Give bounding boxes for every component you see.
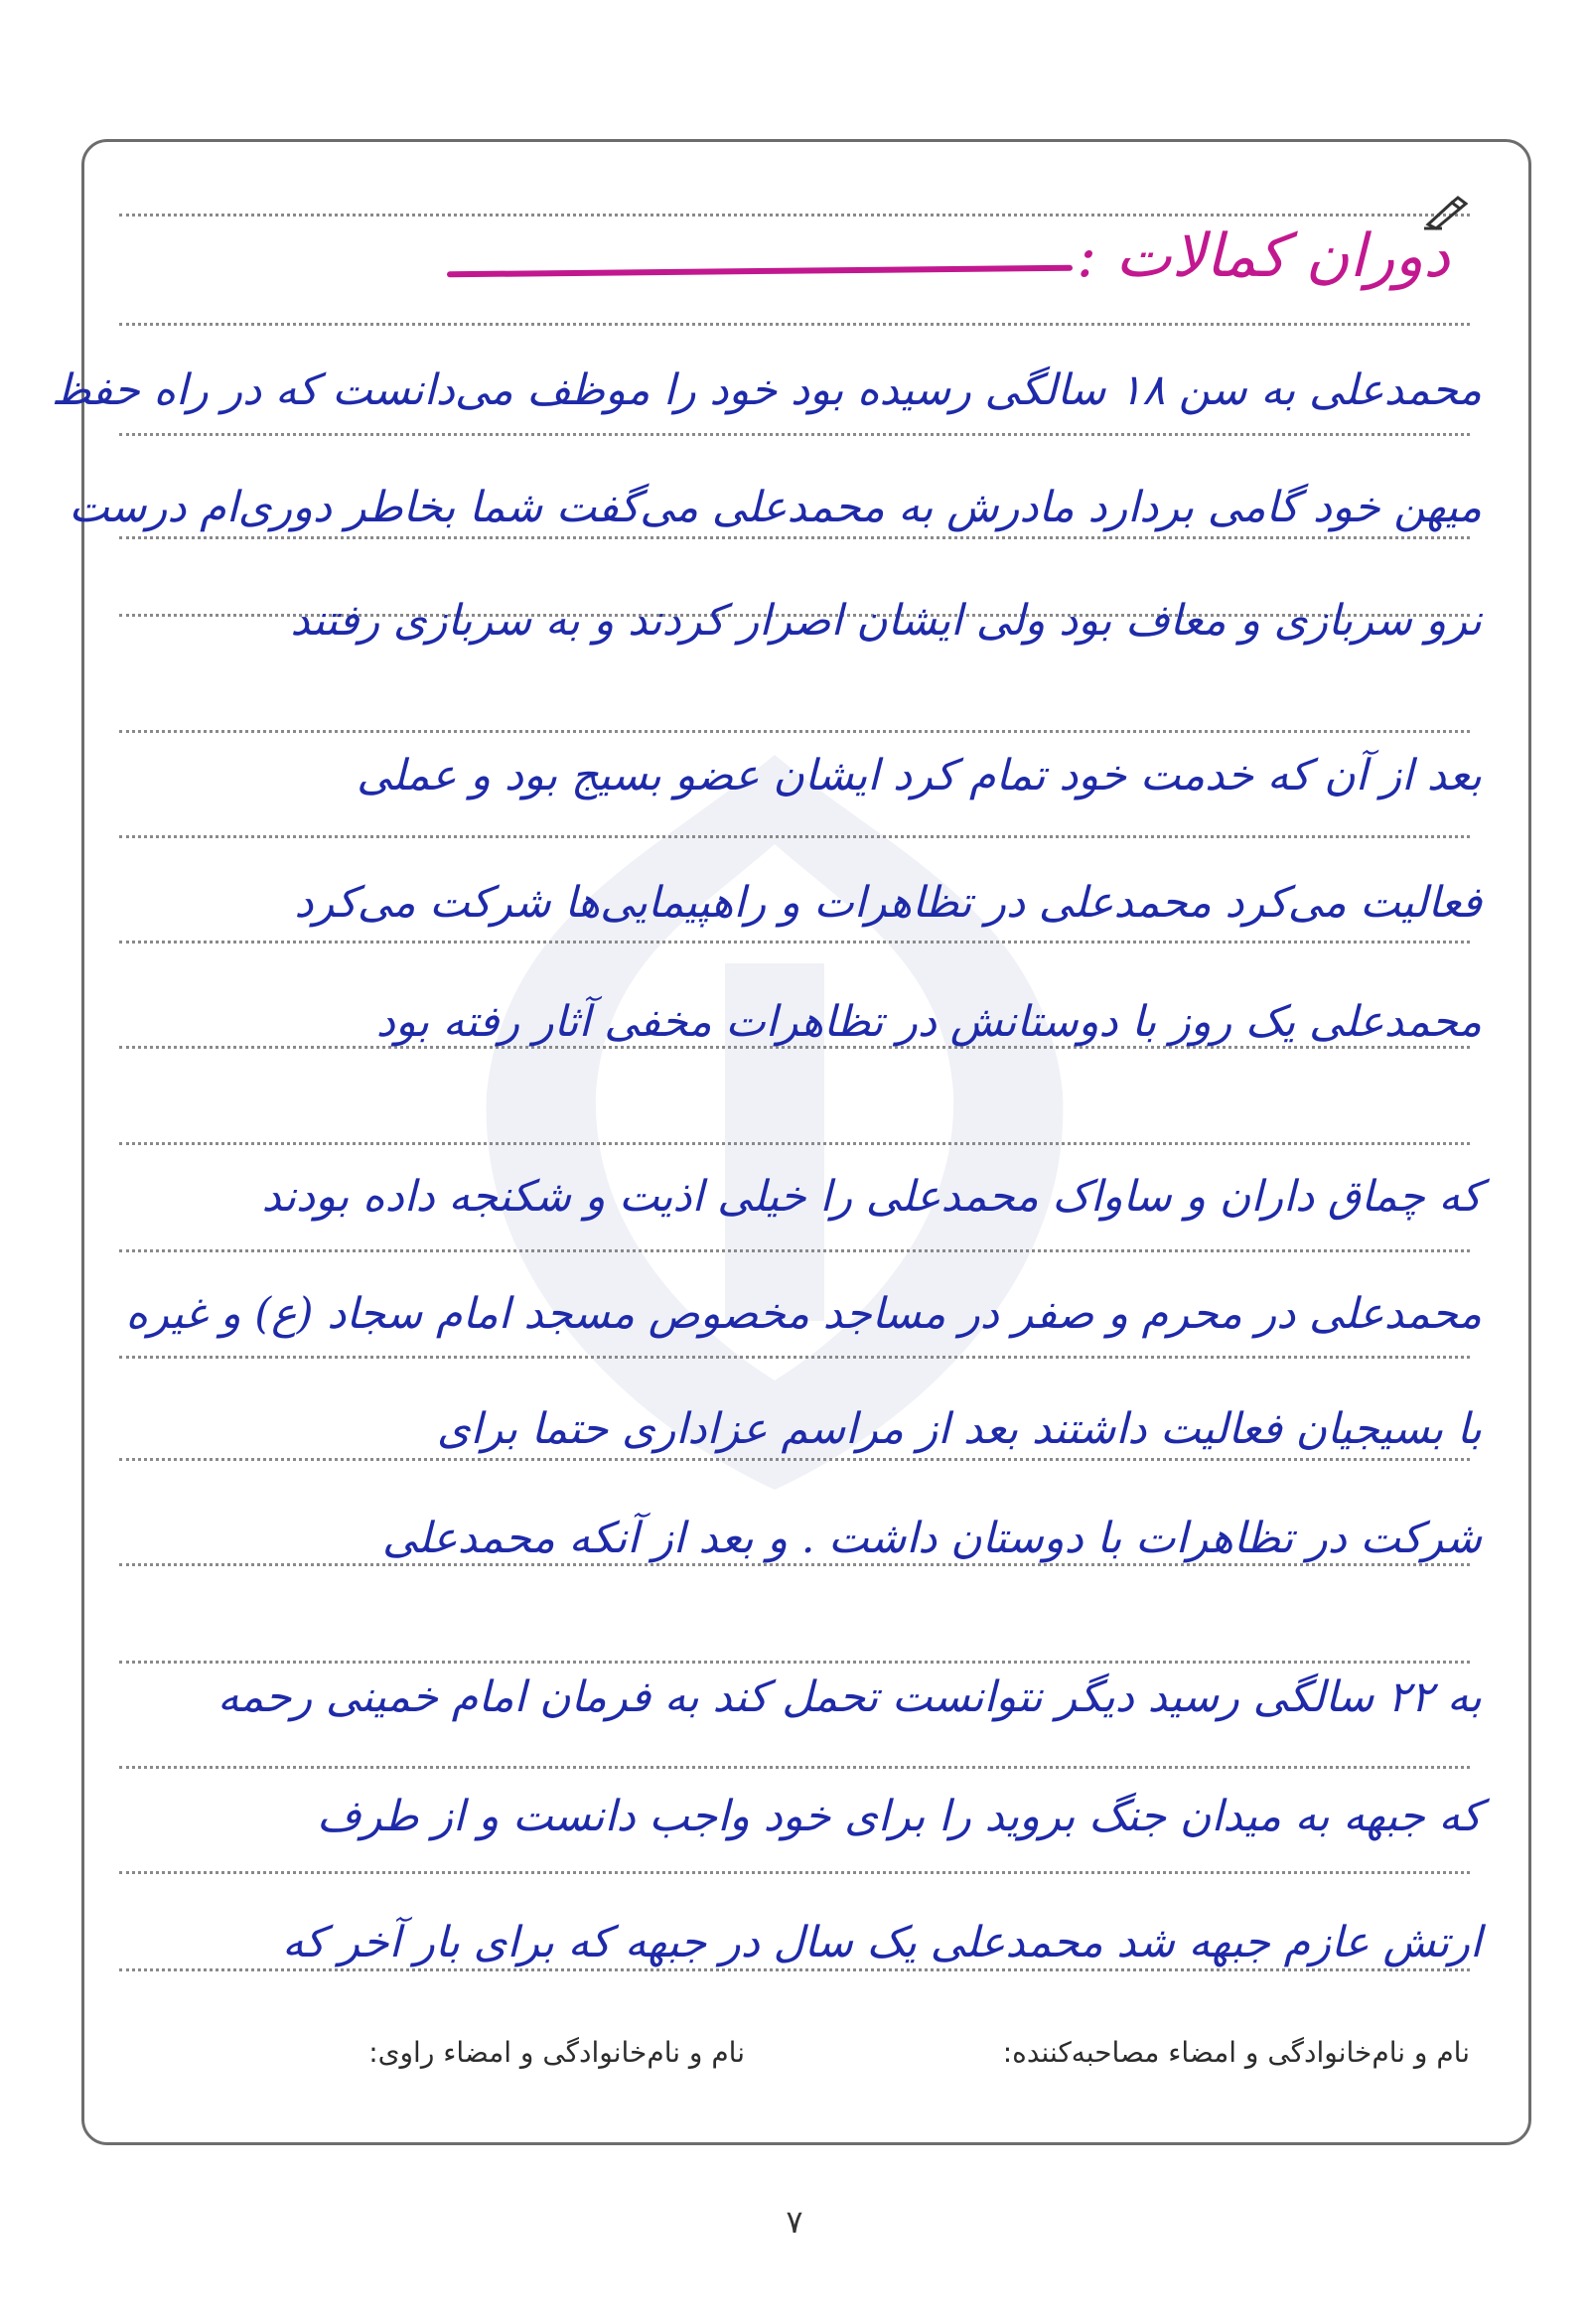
ruled-line: [119, 1661, 1470, 1664]
handwritten-line: نرو سربازی و معاف بود ولی ایشان اصرار کردند و به سربازی رفتند: [290, 596, 1482, 646]
ruled-line: [119, 433, 1470, 436]
ruled-line: [119, 1968, 1470, 1971]
handwritten-line: ارتش عازم جبهه شد محمدعلی یک سال در جبهه که برای بار آخر که: [282, 1918, 1482, 1967]
ruled-line: [119, 214, 1470, 217]
handwritten-line: که جبهه به میدان جنگ بروید را برای خود واجب دانست و از طرف: [317, 1792, 1482, 1841]
handwritten-line: فعالیت می‌کرد محمدعلی در تظاهرات و راهپیمایی‌ها شرکت می‌کرد: [294, 878, 1482, 928]
ruled-line: [119, 1871, 1470, 1874]
handwritten-line: شرکت در تظاهرات با دوستان داشت . و بعد از آنکه محمدعلی: [382, 1514, 1482, 1563]
ruled-line: [119, 835, 1470, 838]
page-number: ۷: [786, 2203, 803, 2241]
handwritten-line: که چماق داران و ساواک محمدعلی را خیلی اذیت و شکنجه داده بودند: [261, 1172, 1482, 1222]
ruled-line: [119, 1766, 1470, 1769]
ruled-line: [119, 1142, 1470, 1145]
ruled-line: [119, 1458, 1470, 1461]
handwritten-line: محمدعلی یک روز با دوستانش در تظاهرات مخفی آثار رفته بود: [375, 997, 1482, 1047]
ruled-line: [119, 730, 1470, 733]
handwritten-line: محمدعلی در محرم و صفر در مساجد مخصوص مسجد امام سجاد (ع) و غیره: [125, 1289, 1482, 1339]
ruled-line: [119, 1249, 1470, 1252]
ruled-line: [119, 536, 1470, 539]
interviewer-signature-label: نام و نام‌خانوادگی و امضاء مصاحبه‌کننده:: [1002, 2036, 1470, 2069]
handwritten-line: به ۲۲ سالگی رسید دیگر نتوانست تحمل کند به فرمان امام خمینی رحمه: [217, 1672, 1482, 1722]
handwritten-line: بعد از آن که خدمت خود تمام کرد ایشان عضو بسیج بود و عملی: [357, 751, 1482, 800]
ruled-line: [119, 1356, 1470, 1359]
narrator-signature-label: نام و نام‌خانوادگی و امضاء راوی:: [368, 2036, 745, 2069]
handwritten-line: با بسیجیان فعالیت داشتند بعد از مراسم عزاداری حتما برای: [436, 1404, 1482, 1454]
section-heading: دوران کمالات :: [1077, 221, 1450, 291]
ruled-line: [119, 941, 1470, 944]
ruled-line: [119, 1563, 1470, 1566]
ruled-line: [119, 323, 1470, 326]
handwritten-line: میهن خود گامی بردارد مادرش به محمدعلی می‌گفت شما بخاطر دوری‌ام درست: [69, 483, 1482, 532]
handwritten-line: محمدعلی به سن ۱۸ سالگی رسیده بود خود را موظف می‌دانست که در راه حفظ: [51, 365, 1482, 415]
